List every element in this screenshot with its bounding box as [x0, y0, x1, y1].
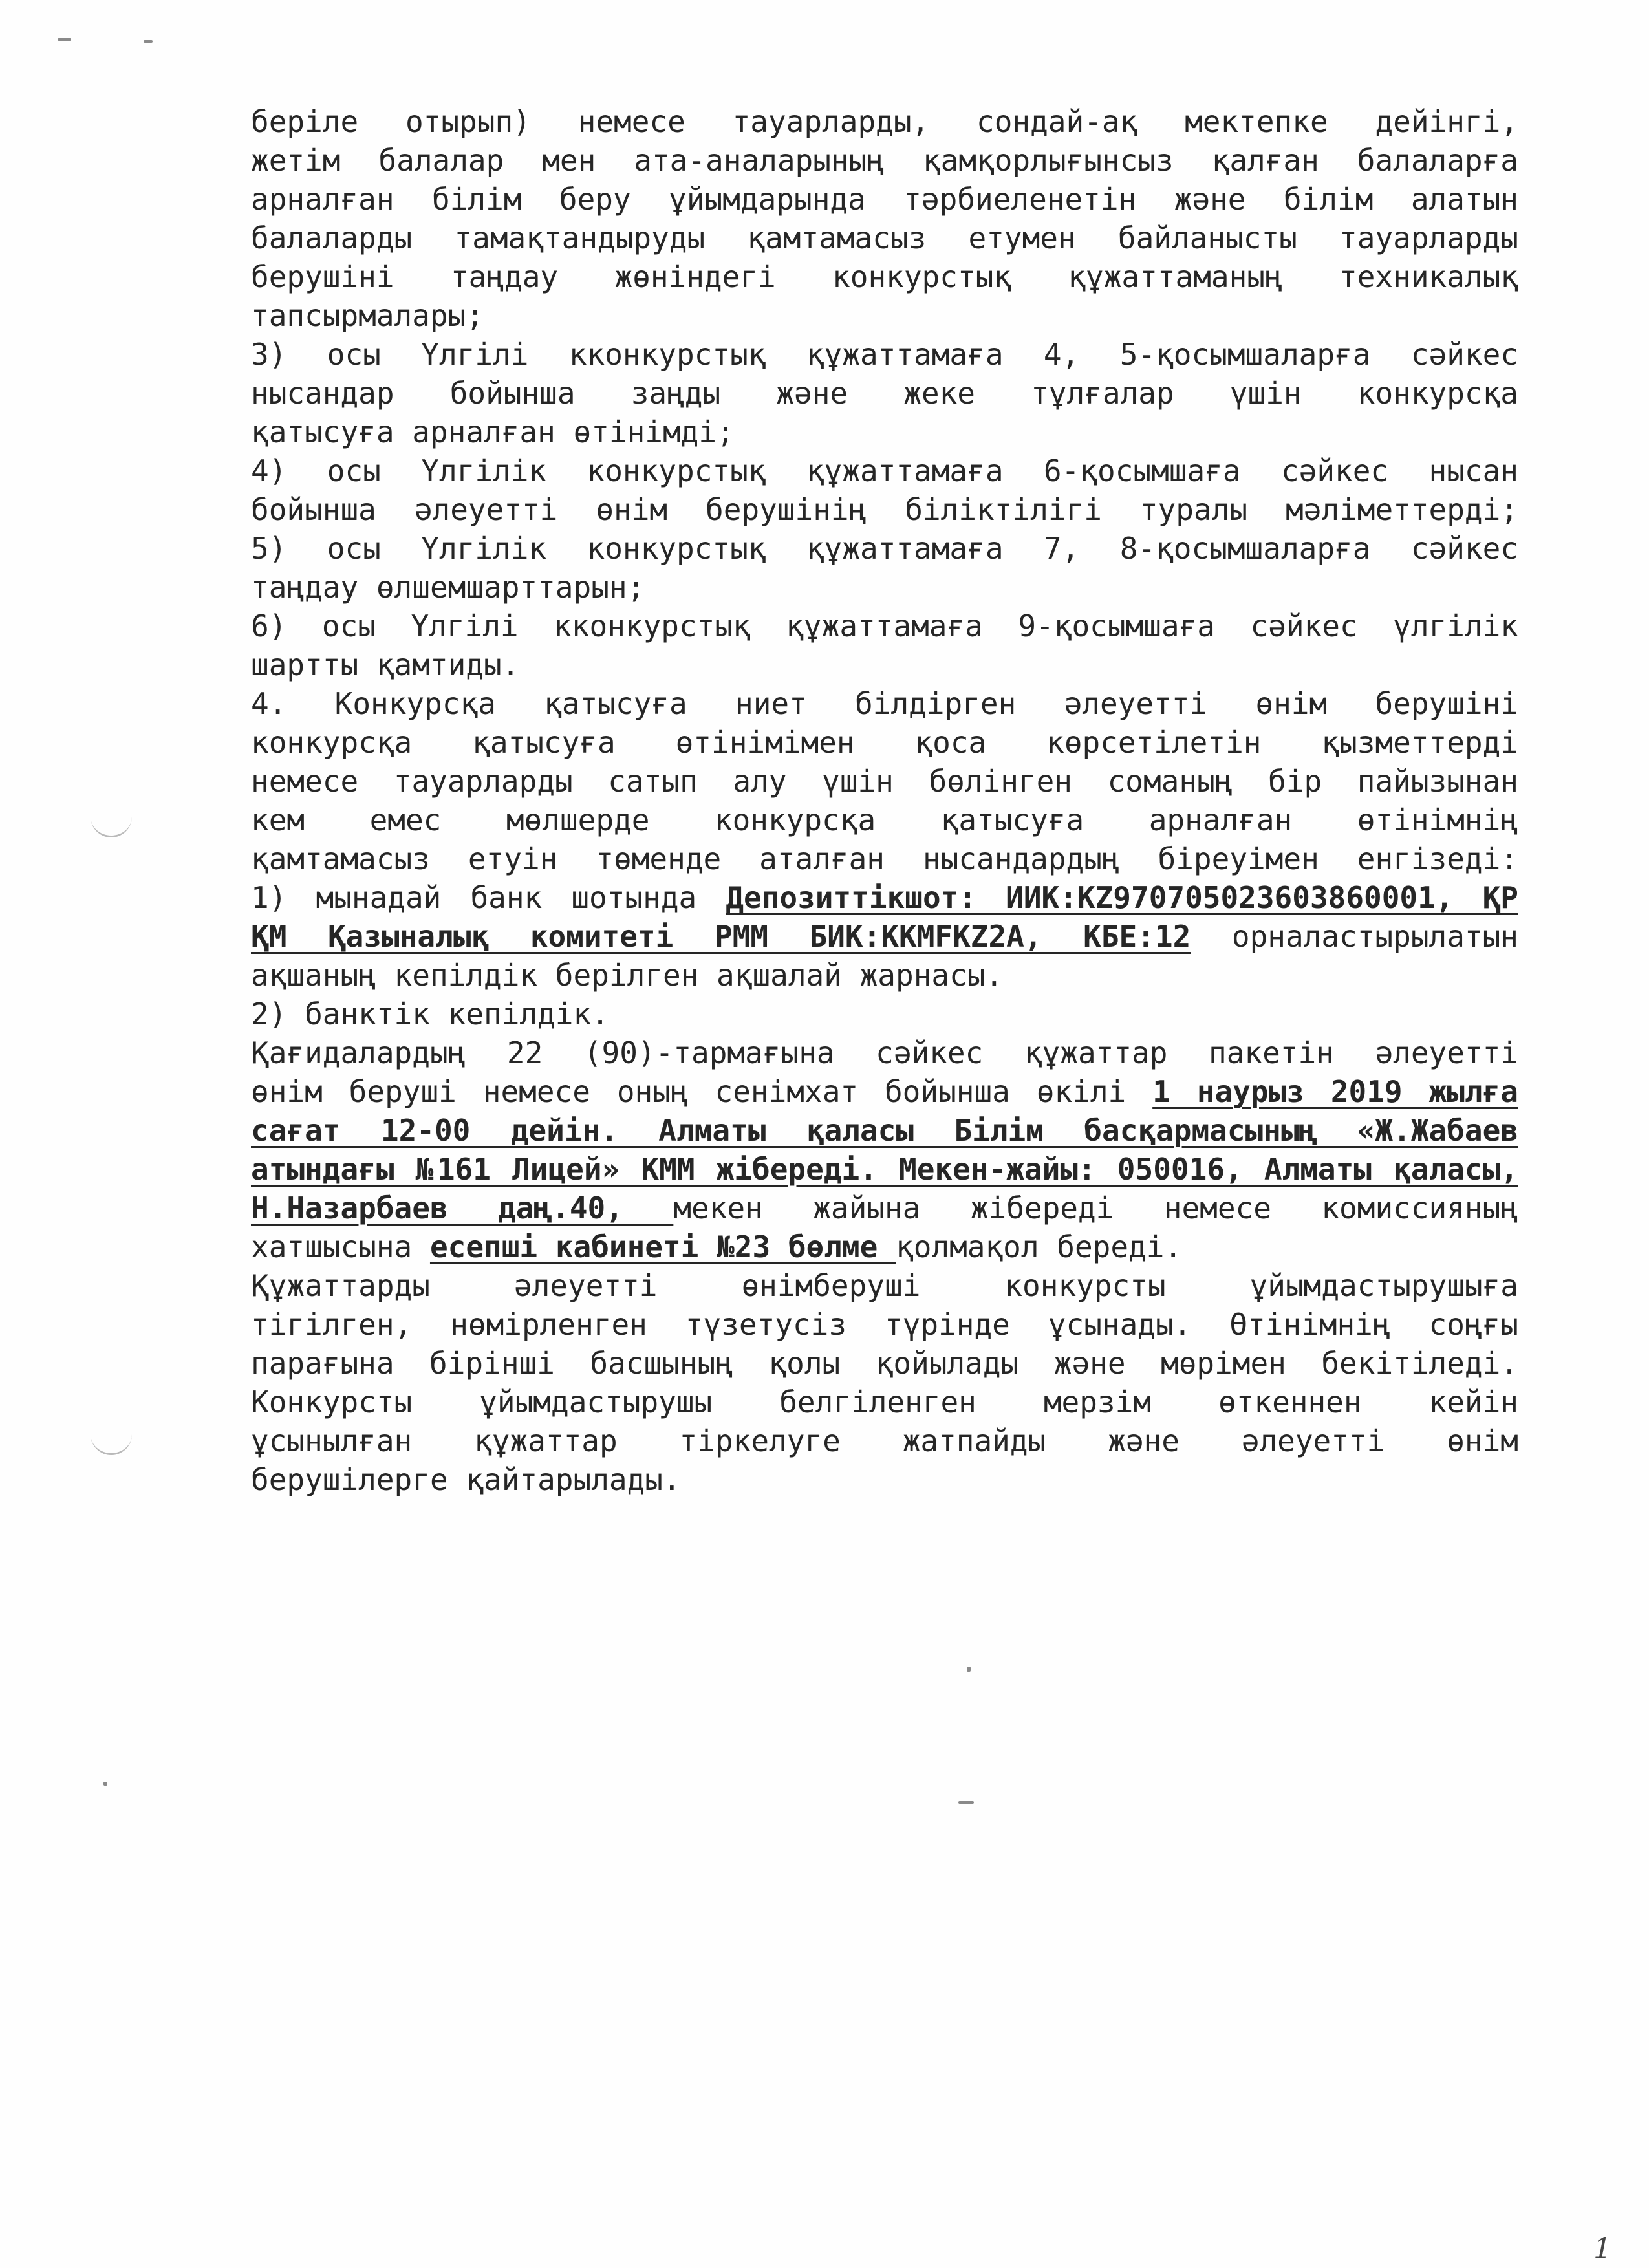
punch-hole-mark — [91, 815, 132, 837]
line-text: бойынша әлеуетті өнім берушінің біліктілігі туралы мәліметтерді; — [251, 492, 1518, 527]
document-body — [251, 102, 1518, 1499]
underlined-fill-text: сағат 12-00 дейін. Алматы қаласы Білім басқармасының «Ж.Жабаев — [251, 1113, 1518, 1148]
text-line — [251, 490, 1518, 529]
text-line — [251, 1421, 1518, 1460]
underlined-fill-text: Депозиттікшот: ИИК:KZ970705023603860001, ҚР — [726, 880, 1518, 915]
line-text: немесе тауарларды сатып алу үшін бөлінген соманың бір пайызынан — [251, 764, 1518, 799]
page-number: 1 — [1593, 2232, 1611, 2265]
text-line — [251, 878, 1518, 917]
line-text: қамтамасыз етуін төменде аталған нысандардың біреуімен енгізеді: — [251, 841, 1518, 876]
text-line — [251, 568, 1518, 607]
text-line — [251, 102, 1518, 141]
underlined-fill-text: есепші кабинеті №23 бөлме — [429, 1229, 896, 1264]
line-text: арналған білім беру ұйымдарында тәрбиеленетін және білім алатын — [251, 182, 1518, 217]
line-text: парағына бірінші басшының қолы қойылады және мөрімен бекітіледі. — [251, 1346, 1518, 1381]
text-line — [251, 1189, 1518, 1227]
line-text: 3) осы Үлгілі кконкурстық құжаттамаға 4, 5-қосымшаларға сәйкес — [251, 337, 1518, 372]
text-line — [251, 607, 1518, 645]
text-line — [251, 296, 1518, 335]
line-text: кем емес мөлшерде конкурсқа қатысуға арналған өтінімнің — [251, 803, 1518, 837]
line-text: 6) осы Үлгілі кконкурстық құжаттамаға 9-қосымшаға сәйкес үлгілік — [251, 609, 1518, 643]
line-text: тапсырмалары; — [251, 298, 484, 333]
line-text: балаларды тамақтандыруды қамтамасыз етумен байланысты тауарларды — [251, 221, 1518, 255]
underlined-fill-text: 1 наурыз 2019 жылға — [1152, 1074, 1518, 1109]
line-text: ұсынылған құжаттар тіркелуге жатпайды және әлеуетті өнім — [251, 1423, 1518, 1458]
text-line — [251, 1227, 1518, 1266]
scan-speck — [958, 1801, 974, 1804]
line-text: Құжаттарды әлеуетті өнімберуші конкурсты ұйымдастырушыға — [251, 1268, 1518, 1303]
line-text: орналастырылатын — [1191, 919, 1518, 954]
text-line — [251, 257, 1518, 296]
text-line — [251, 1150, 1518, 1189]
line-text: жетім балалар мен ата-аналарының қамқорлығынсыз қалған балаларға — [251, 143, 1518, 178]
text-line — [251, 1033, 1518, 1072]
line-text: Қағидалардың 22 (90)-тармағына сәйкес құжаттар пакетін әлеуетті — [251, 1035, 1518, 1070]
line-text: қолмақол береді. — [896, 1229, 1183, 1264]
text-line — [251, 762, 1518, 801]
text-line — [251, 374, 1518, 413]
scan-speck — [103, 1782, 107, 1786]
text-line — [251, 529, 1518, 568]
line-text: Конкурсты ұйымдастырушы белгіленген мерзім өткеннен кейін — [251, 1385, 1518, 1420]
text-line — [251, 1111, 1518, 1150]
line-text: 1) мынадай банк шотында — [251, 880, 726, 915]
text-line — [251, 141, 1518, 180]
text-line — [251, 917, 1518, 956]
line-text: шартты қамтиды. — [251, 647, 520, 682]
punch-hole-mark — [91, 1432, 132, 1455]
line-text: беріле отырып) немесе тауарларды, сондай-ақ мектепке дейінгі, — [251, 104, 1518, 139]
text-line — [251, 1266, 1518, 1305]
underlined-fill-text: ҚМ Қазыналық комитеті РММ БИК:KKMFKZ2A, КБЕ:12 — [251, 919, 1191, 954]
line-text: 4) осы Үлгілік конкурстық құжаттамаға 6-қосымшаға сәйкес нысан — [251, 453, 1518, 488]
text-line — [251, 839, 1518, 878]
text-line — [251, 413, 1518, 451]
text-line — [251, 1072, 1518, 1111]
underlined-fill-text: Н.Назарбаев даң.40, — [251, 1191, 674, 1226]
text-line — [251, 801, 1518, 839]
text-line — [251, 1305, 1518, 1344]
line-text: берушілерге қайтарылады. — [251, 1462, 681, 1497]
text-line — [251, 645, 1518, 684]
line-text: берушіні таңдау жөніндегі конкурстық құжаттаманың техникалық — [251, 259, 1518, 294]
scan-speck — [58, 38, 71, 41]
line-text: мекен жайына жібереді немесе комиссияның — [673, 1191, 1519, 1226]
line-text: ақшаның кепілдік берілген ақшалай жарнасы. — [251, 958, 1004, 993]
line-text: 5) осы Үлгілік конкурстық құжаттамаға 7, 8-қосымшаларға сәйкес — [251, 531, 1518, 566]
text-line — [251, 723, 1518, 762]
line-text: өнім беруші немесе оның сенімхат бойынша өкілі — [251, 1074, 1153, 1109]
line-text: 2) банктік кепілдік. — [251, 997, 609, 1031]
text-line — [251, 451, 1518, 490]
text-line — [251, 180, 1518, 219]
line-text: конкурсқа қатысуға өтінімімен қоса көрсетілетін қызметтерді — [251, 725, 1518, 760]
text-line — [251, 684, 1518, 723]
text-line — [251, 219, 1518, 257]
text-line — [251, 956, 1518, 995]
underlined-fill-text: атындағы №161 Лицей» КММ жібереді. Мекен-жайы: 050016, Алматы қаласы, — [251, 1152, 1518, 1187]
line-text: таңдау өлшемшарттарын; — [251, 570, 645, 605]
text-line — [251, 1383, 1518, 1421]
text-line — [251, 1344, 1518, 1383]
text-line — [251, 1460, 1518, 1499]
line-text: нысандар бойынша заңды және жеке тұлғалар үшін конкурсқа — [251, 376, 1518, 411]
line-text: қатысуға арналған өтінімді; — [251, 415, 735, 449]
line-text: хатшысына — [251, 1229, 430, 1264]
scan-speck — [967, 1667, 971, 1672]
text-line — [251, 995, 1518, 1033]
scan-speck — [144, 40, 153, 43]
text-line — [251, 335, 1518, 374]
line-text: 4. Конкурсқа қатысуға ниет білдірген әлеуетті өнім берушіні — [251, 686, 1518, 721]
line-text: тігілген, нөмірленген түзетусіз түрінде ұсынады. Өтінімнің соңғы — [251, 1307, 1518, 1342]
